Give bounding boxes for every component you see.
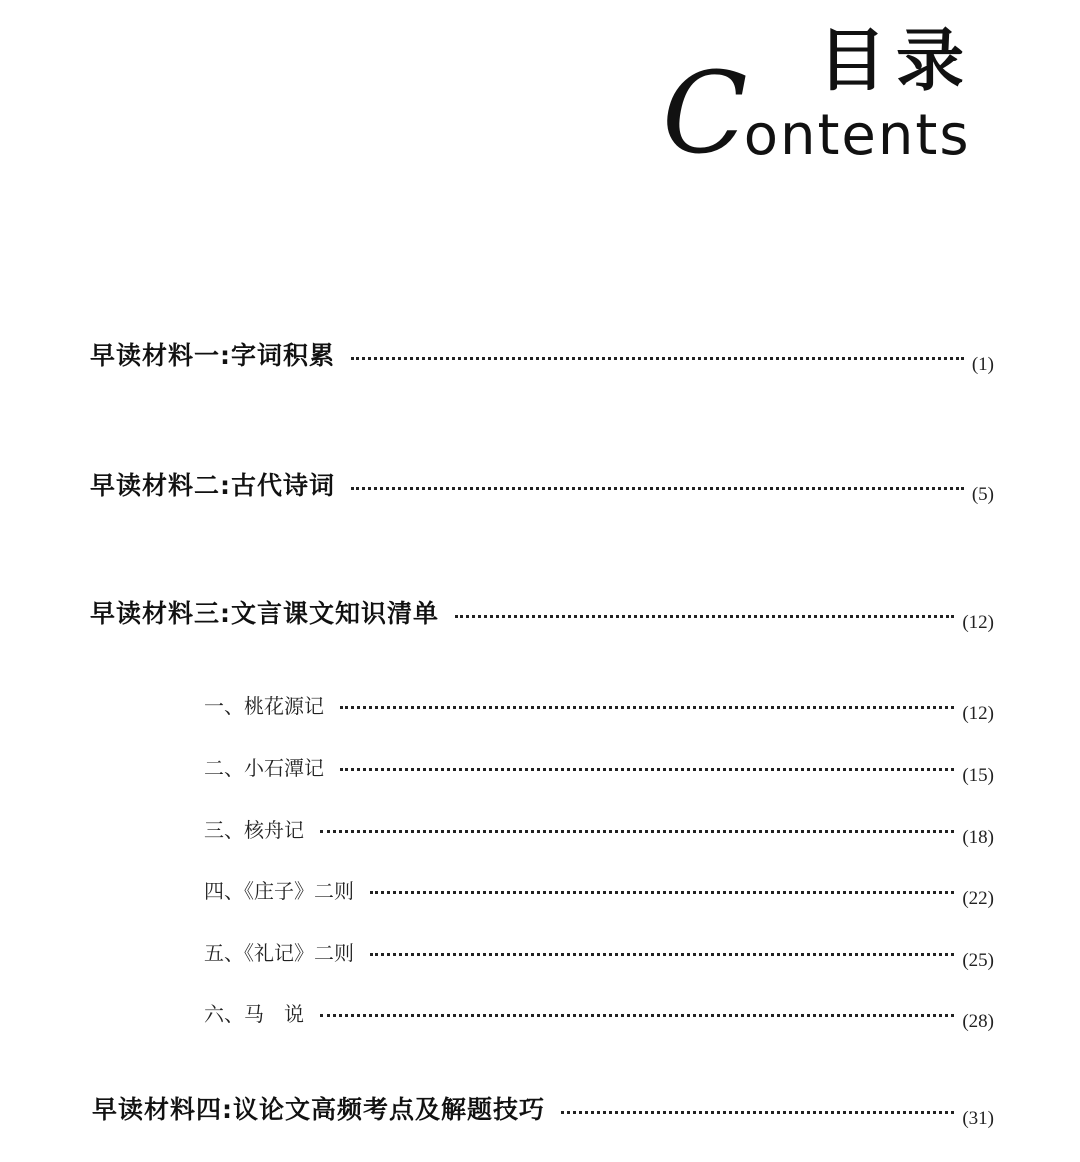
toc-subentry-label: 四、《庄子》二则 [204,879,354,903]
toc-entry-2[interactable] [90,466,994,505]
toc-entry-label: 早读材料二:古代诗词 [90,471,335,500]
toc-page-number: (1) [971,354,994,375]
toc-page-number: (31) [962,1108,994,1129]
title-english-initial: C [662,49,744,179]
toc-entry-4[interactable] [92,1090,994,1129]
toc-page-number: (5) [971,484,994,505]
dot-leader [320,830,954,833]
toc-entry-3[interactable] [90,594,994,633]
dot-leader [455,615,954,618]
toc-subentry-label: 二、小石潭记 [204,756,324,780]
dot-leader [340,768,954,771]
dot-leader [351,487,964,490]
toc-subentry-label: 五、《礼记》二则 [204,941,354,965]
dot-leader [340,706,954,709]
toc-subentry-label: 六、马 说 [204,1002,304,1026]
title-chinese: 目录 [818,22,975,101]
toc-subentry-6[interactable] [204,998,994,1032]
toc-page-number: (12) [962,703,994,724]
toc-entry-label: 早读材料四:议论文高频考点及解题技巧 [92,1095,545,1124]
toc-page-number: (25) [962,950,994,971]
toc-subentry-3[interactable] [204,814,994,848]
toc-page-number: (28) [962,1011,994,1032]
title-english-rest: ontents [743,103,971,168]
toc-subentry-1[interactable] [204,690,994,724]
toc-entry-label: 早读材料一:字词积累 [90,341,335,370]
dot-leader [351,357,964,360]
toc-entry-1[interactable] [90,336,994,375]
dot-leader [320,1014,954,1017]
toc-page-number: (15) [962,765,994,786]
toc-subentry-4[interactable] [204,875,994,909]
title-english [662,49,971,179]
toc-subentry-5[interactable] [204,937,994,971]
toc-page-number: (12) [962,612,994,633]
toc-subentry-label: 三、核舟记 [204,818,304,842]
toc-entry-label: 早读材料三:文言课文知识清单 [90,599,439,628]
dot-leader [370,953,954,956]
toc-subentry-label: 一、桃花源记 [204,694,324,718]
toc-page-number: (22) [962,888,994,909]
dot-leader [370,891,954,894]
toc-subentry-2[interactable] [204,752,994,786]
dot-leader [561,1111,954,1114]
toc-page-number: (18) [962,827,994,848]
